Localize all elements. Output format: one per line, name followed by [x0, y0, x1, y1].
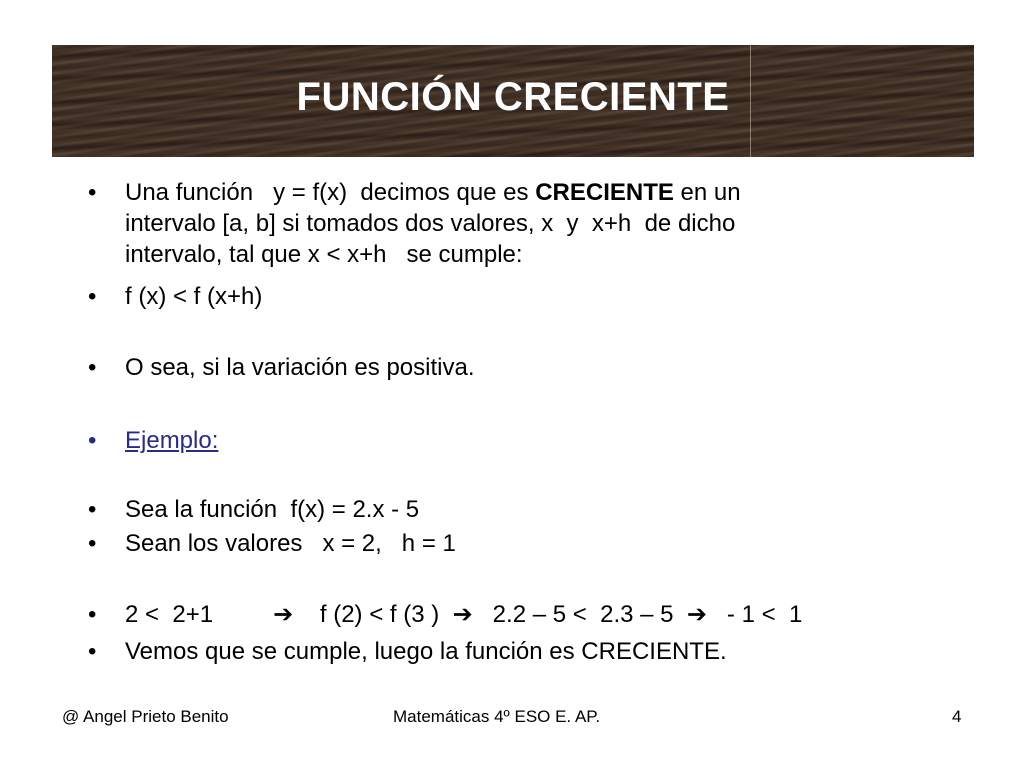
definition-line-2: intervalo [a, b] si tomados dos valores, x y x+h de dicho: [125, 210, 736, 237]
values-text: Sean los valores x = 2, h = 1: [125, 530, 456, 557]
bullet-mark: •: [88, 496, 97, 523]
variation-text: O sea, si la variación es positiva.: [125, 354, 475, 381]
bullet-mark: •: [88, 354, 97, 381]
increasing-keyword: CRECIENTE: [535, 179, 674, 206]
footer-author: @ Angel Prieto Benito: [62, 707, 229, 726]
bullet-mark: •: [88, 530, 97, 557]
condition-text: f (x) < f (x+h): [125, 283, 263, 310]
bullet-mark: •: [88, 601, 97, 628]
conclusion-text: Vemos que se cumple, luego la función es CRECIENTE.: [125, 638, 727, 665]
example-link[interactable]: Ejemplo:: [125, 427, 219, 454]
slide-title: FUNCIÓN CRECIENTE: [296, 75, 730, 119]
bullet-mark: •: [88, 283, 97, 310]
footer-course: Matemáticas 4º ESO E. AP.: [393, 707, 601, 726]
definition-line-1: Una función y = f(x) decimos que es CRECIENTE en un: [125, 179, 741, 206]
title-banner: [52, 45, 974, 157]
footer-page-number: 4: [952, 707, 962, 726]
calculation-text: 2 < 2+1 ➔ f (2) < f (3 ) ➔ 2.2 – 5 < 2.3 – 5 ➔ - 1 < 1: [125, 601, 803, 628]
bullet-mark: •: [88, 427, 97, 454]
bullet-mark: •: [88, 179, 97, 206]
definition-line-3: intervalo, tal que x < x+h se cumple:: [125, 241, 523, 268]
function-text: Sea la función f(x) = 2.x - 5: [125, 496, 420, 523]
bullet-mark: •: [88, 638, 97, 665]
